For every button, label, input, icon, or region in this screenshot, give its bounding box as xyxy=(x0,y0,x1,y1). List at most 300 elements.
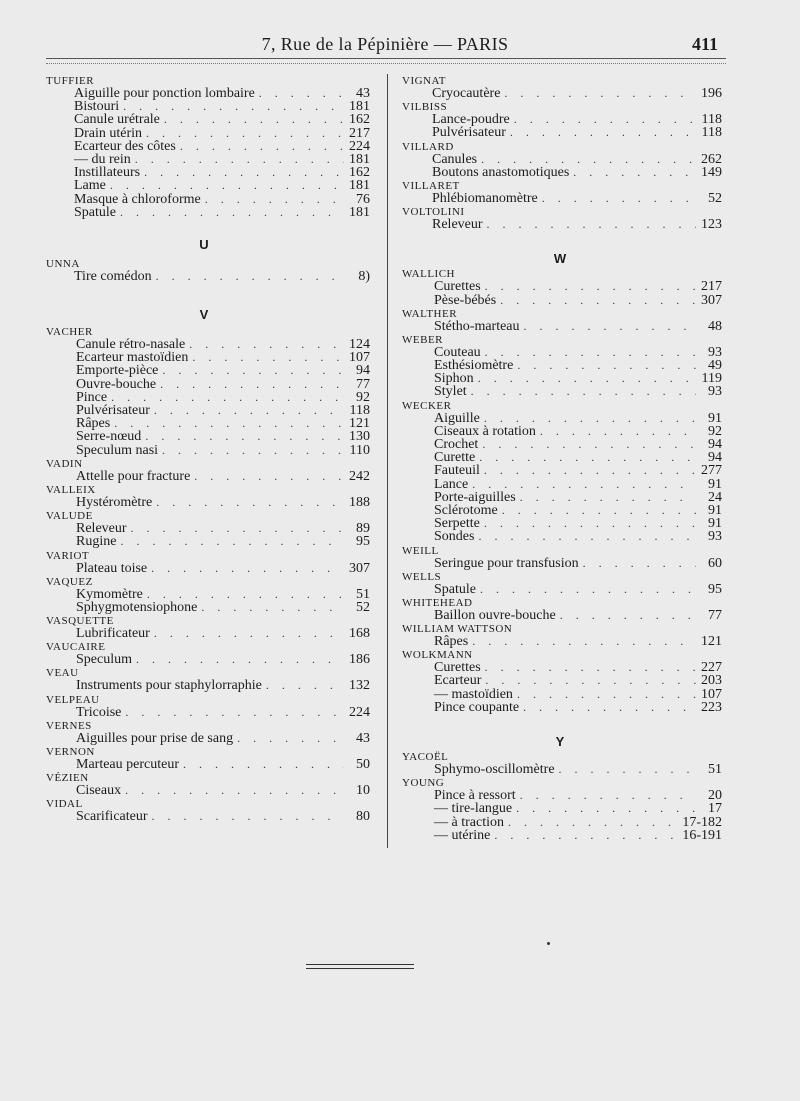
instrument-name: — tire-langue xyxy=(434,801,513,817)
page-reference: 162 xyxy=(349,112,370,128)
instrument-name: Phlébiomanomètre xyxy=(432,190,538,206)
index-entry xyxy=(402,192,722,205)
index-entry xyxy=(46,758,370,771)
dot-leader xyxy=(482,438,696,451)
maker-name: WELLS xyxy=(402,570,442,583)
header-rule xyxy=(46,58,726,64)
page-reference: 307 xyxy=(701,292,722,308)
instrument-name: Esthésiomètre xyxy=(434,358,514,374)
maker-name: WALLICH xyxy=(402,268,455,281)
dot-leader xyxy=(146,127,344,140)
entry-group xyxy=(402,571,722,596)
page-reference: 24 xyxy=(708,489,722,505)
maker-name: VOLTOLINI xyxy=(402,206,465,219)
instrument-name: Baillon ouvre-bouche xyxy=(434,607,556,623)
page-reference: 77 xyxy=(708,607,722,623)
instrument-name: — utérine xyxy=(434,827,491,843)
dot-leader xyxy=(145,430,344,443)
index-entry xyxy=(46,179,370,192)
page-reference: 50 xyxy=(356,757,370,772)
index-entry xyxy=(402,609,722,622)
instrument-name: Curettes xyxy=(434,279,481,295)
dot-leader xyxy=(144,166,344,179)
instrument-name: Stétho-marteau xyxy=(434,318,520,334)
instrument-name: Ecarteur mastoïdien xyxy=(76,350,189,366)
instrument-name: Sclérotome xyxy=(434,502,498,518)
index-entry xyxy=(402,294,722,307)
page-reference: 181 xyxy=(349,204,370,220)
entry-group xyxy=(46,258,370,283)
dot-leader xyxy=(560,609,696,622)
dot-leader xyxy=(192,351,344,364)
page-reference: 107 xyxy=(701,686,722,702)
page-reference: 224 xyxy=(349,704,370,720)
maker-name: VIDAL xyxy=(46,798,83,811)
index-entry xyxy=(46,193,370,206)
index-entry xyxy=(46,588,370,601)
footer-rule xyxy=(306,964,414,969)
dot-leader xyxy=(135,153,344,166)
page-reference: 8) xyxy=(358,268,370,284)
instrument-name: Tricoise xyxy=(76,704,122,720)
page-reference: 43 xyxy=(356,730,370,746)
page-reference: 181 xyxy=(349,178,370,194)
page-reference: 92 xyxy=(356,389,370,405)
instrument-name: Lubrificateur xyxy=(76,626,150,642)
entry-group xyxy=(46,510,370,548)
page-reference: 20 xyxy=(708,788,722,804)
instrument-name: Stylet xyxy=(434,384,467,400)
maker-name: VACHER xyxy=(46,326,93,339)
index-entry xyxy=(402,166,722,179)
dot-leader xyxy=(205,193,344,206)
entry-group xyxy=(402,597,722,622)
index-entry xyxy=(46,810,370,823)
page-reference: 132 xyxy=(349,678,370,694)
index-entry xyxy=(402,583,722,596)
entry-group xyxy=(46,615,370,640)
dot-leader xyxy=(508,816,678,829)
index-entry xyxy=(402,153,722,166)
maker-name: VAUCAIRE xyxy=(46,641,106,654)
dot-leader xyxy=(517,359,696,372)
dot-leader xyxy=(114,417,344,430)
page-reference: 17 xyxy=(708,801,722,817)
instrument-name: Couteau xyxy=(434,344,481,360)
index-entry xyxy=(402,635,722,648)
instrument-name: Seringue pour transfusion xyxy=(434,555,579,571)
index-entry xyxy=(402,385,722,398)
index-entry xyxy=(46,653,370,666)
page-reference: 223 xyxy=(701,699,722,715)
dot-leader xyxy=(502,504,696,517)
page-reference: 124 xyxy=(349,337,370,353)
entry-group xyxy=(46,667,370,692)
instrument-name: Tire comédon xyxy=(74,268,152,284)
maker-name: YACOËL xyxy=(402,751,449,763)
instrument-name: Aiguille pour ponction lombaire xyxy=(74,86,255,101)
instrument-name: Speculum nasi xyxy=(76,442,159,458)
page-reference: 92 xyxy=(708,423,722,439)
dot-leader xyxy=(487,218,696,231)
index-entry xyxy=(402,688,722,701)
page-reference: 203 xyxy=(701,673,722,689)
dot-leader xyxy=(480,583,696,596)
page-reference: 76 xyxy=(356,191,370,207)
maker-name: VALUDE xyxy=(46,510,93,523)
page-reference: 95 xyxy=(708,581,722,597)
page-reference: 307 xyxy=(349,560,370,576)
dot-leader xyxy=(583,557,696,570)
entry-group xyxy=(402,308,722,333)
index-entry xyxy=(402,218,722,231)
maker-name: WEILL xyxy=(402,544,439,557)
dot-leader xyxy=(183,758,344,771)
index-entry xyxy=(402,126,722,139)
page-reference: 181 xyxy=(349,151,370,167)
header-title: 7, Rue de la Pépinière — PARIS xyxy=(261,34,509,54)
instrument-name: Cryocautère xyxy=(432,86,501,101)
maker-name: VILLARET xyxy=(402,179,460,192)
instrument-name: Sondes xyxy=(434,529,475,545)
entry-group xyxy=(402,334,722,399)
index-entry xyxy=(46,270,370,283)
instrument-name: Pince coupante xyxy=(434,699,520,715)
page-number: 411 xyxy=(691,34,718,54)
dot-leader xyxy=(524,320,696,333)
page-reference: 217 xyxy=(349,125,370,141)
entry-group xyxy=(46,720,370,745)
page-reference: 52 xyxy=(356,599,370,615)
dot-leader xyxy=(479,451,696,464)
instrument-name: Bistouri xyxy=(74,99,120,115)
instrument-name: Canules xyxy=(432,151,478,167)
dot-leader xyxy=(520,789,696,802)
dot-leader xyxy=(478,530,696,543)
index-entry xyxy=(402,464,722,477)
index-entry xyxy=(46,430,370,443)
index-entry xyxy=(402,491,722,504)
maker-name: YOUNG xyxy=(402,777,445,790)
maker-name: VEAU xyxy=(46,667,79,680)
dot-leader xyxy=(517,688,696,701)
entry-group xyxy=(402,75,722,100)
page-reference: 43 xyxy=(356,86,370,101)
maker-name: VILBISS xyxy=(402,101,448,114)
dot-leader xyxy=(494,829,678,842)
page-reference: 277 xyxy=(701,463,722,479)
right-column xyxy=(402,74,722,842)
section-letter: U xyxy=(199,236,209,252)
dot-leader xyxy=(154,627,344,640)
page-reference: 80 xyxy=(356,809,370,825)
instrument-name: — du rein xyxy=(74,151,131,167)
index-entry xyxy=(46,706,370,719)
page-reference: 110 xyxy=(349,442,370,458)
instrument-name: Instruments pour staphylorraphie xyxy=(76,678,262,694)
maker-name: VÉZIEN xyxy=(46,772,89,785)
instrument-name: Kymomètre xyxy=(76,586,143,602)
instrument-name: Lame xyxy=(74,178,106,194)
page-reference: 107 xyxy=(349,350,370,366)
dot-leader xyxy=(136,653,344,666)
maker-name: TUFFIER xyxy=(46,75,95,87)
instrument-name: Râpes xyxy=(434,634,469,650)
page-reference: 262 xyxy=(701,151,722,167)
page-reference: 188 xyxy=(349,494,370,510)
index-entry xyxy=(402,412,722,425)
page-reference: 16-191 xyxy=(682,827,722,843)
instrument-name: — mastoïdien xyxy=(434,686,513,702)
entry-group xyxy=(402,268,722,306)
instrument-name: Hystéromètre xyxy=(76,494,153,510)
entry-group xyxy=(402,180,722,205)
instrument-name: Siphon xyxy=(434,371,474,387)
entry-group xyxy=(402,545,722,570)
page-reference: 91 xyxy=(708,476,722,492)
maker-name: VERNES xyxy=(46,719,92,732)
page-reference: 93 xyxy=(708,529,722,545)
instrument-name: Fauteuil xyxy=(434,463,480,479)
page-reference: 94 xyxy=(356,363,370,379)
page-reference: 17-182 xyxy=(682,814,722,830)
dot-leader xyxy=(201,601,344,614)
instrument-name: Lance xyxy=(434,476,469,492)
dot-leader xyxy=(514,113,696,126)
page-reference: 49 xyxy=(708,358,722,374)
entry-group xyxy=(46,798,370,823)
instrument-name: Ciseaux xyxy=(76,783,122,799)
page-reference: 119 xyxy=(701,371,722,387)
instrument-name: Curette xyxy=(434,450,476,466)
page-reference: 196 xyxy=(701,86,722,101)
index-entry xyxy=(402,87,722,100)
entry-group xyxy=(402,101,722,139)
page-reference: 217 xyxy=(701,279,722,295)
entry-group xyxy=(46,484,370,509)
page-reference: 118 xyxy=(701,112,722,128)
dot-leader xyxy=(472,635,696,648)
dot-leader xyxy=(194,470,344,483)
instrument-name: Marteau percuteur xyxy=(76,757,179,772)
entry-group xyxy=(402,777,722,842)
page-reference: 91 xyxy=(708,410,722,426)
dot-leader xyxy=(516,802,696,815)
instrument-name: Crochet xyxy=(434,437,479,452)
dot-leader xyxy=(573,166,696,179)
instrument-name: Râpes xyxy=(76,416,111,432)
entry-group xyxy=(402,751,722,776)
entry-group xyxy=(46,694,370,719)
entry-group xyxy=(402,141,722,179)
dot-leader xyxy=(259,87,344,100)
dot-leader xyxy=(540,425,696,438)
page-reference: 95 xyxy=(356,534,370,550)
dot-leader xyxy=(484,517,696,530)
dot-leader xyxy=(125,706,344,719)
page-reference: 186 xyxy=(349,652,370,668)
maker-name: WILLIAM WATTSON xyxy=(402,623,513,636)
index-entry xyxy=(46,127,370,140)
dot-leader xyxy=(164,113,344,126)
dot-leader xyxy=(485,280,696,293)
dot-leader xyxy=(520,491,696,504)
index-entry xyxy=(402,829,722,842)
dot-leader xyxy=(152,810,344,823)
dot-leader xyxy=(110,179,344,192)
page-reference: 118 xyxy=(349,403,370,418)
instrument-name: Scarificateur xyxy=(76,809,148,825)
dot-leader xyxy=(154,404,344,417)
dot-leader xyxy=(471,385,696,398)
index-entry xyxy=(402,763,722,776)
page-reference: 181 xyxy=(349,99,370,115)
index-entry xyxy=(46,378,370,391)
dot-leader xyxy=(504,87,696,100)
index-entry xyxy=(46,562,370,575)
page-reference: 123 xyxy=(701,217,722,233)
entry-group xyxy=(46,75,370,219)
instrument-name: Masque à chloroforme xyxy=(74,191,201,207)
index-entry xyxy=(402,478,722,491)
page-reference: 118 xyxy=(701,125,722,141)
page-reference: 93 xyxy=(708,344,722,360)
instrument-name: Lance-poudre xyxy=(432,112,510,128)
dot-leader xyxy=(559,763,696,776)
maker-name: WHITEHEAD xyxy=(402,596,473,609)
entry-group xyxy=(46,772,370,797)
page-reference: 89 xyxy=(356,521,370,537)
maker-name: VADIN xyxy=(46,457,83,470)
instrument-name: Ecarteur des côtes xyxy=(74,138,176,154)
dot-leader xyxy=(266,679,344,692)
entry-group xyxy=(46,746,370,771)
page-reference: 51 xyxy=(708,762,722,777)
page-reference: 121 xyxy=(701,634,722,650)
instrument-name: Speculum xyxy=(76,652,132,668)
index-entry xyxy=(46,470,370,483)
entry-group xyxy=(402,649,722,714)
dot-leader xyxy=(151,562,344,575)
index-entry xyxy=(46,140,370,153)
instrument-name: Curettes xyxy=(434,660,481,676)
entry-group xyxy=(402,400,722,544)
dot-leader xyxy=(189,338,344,351)
entry-group xyxy=(46,326,370,457)
page-reference: 91 xyxy=(708,502,722,518)
section-letter: W xyxy=(553,251,567,267)
instrument-name: Sphymo-oscillomètre xyxy=(434,762,555,777)
entry-group xyxy=(402,206,722,231)
dot-leader xyxy=(485,674,696,687)
instrument-name: Spatule xyxy=(74,204,116,220)
column-divider xyxy=(387,74,388,848)
instrument-name: Pulvérisateur xyxy=(76,403,150,418)
instrument-name: Emporte-pièce xyxy=(76,363,159,379)
page-reference: 168 xyxy=(349,626,370,642)
dot-leader xyxy=(481,153,696,166)
section-letter: Y xyxy=(555,734,565,749)
index-entry xyxy=(46,679,370,692)
page-reference: 149 xyxy=(701,164,722,180)
maker-name: WALTHER xyxy=(402,307,458,320)
entry-group xyxy=(46,458,370,483)
maker-name: VALLEIX xyxy=(46,483,96,496)
page-reference: 60 xyxy=(708,555,722,571)
maker-name: VIGNAT xyxy=(402,75,446,87)
index-entry xyxy=(402,816,722,829)
dot-leader xyxy=(500,294,696,307)
dot-leader xyxy=(484,464,696,477)
instrument-name: Releveur xyxy=(76,521,127,537)
index-entry xyxy=(402,557,722,570)
dot-leader xyxy=(478,372,696,385)
entry-group xyxy=(402,623,722,648)
index-entry xyxy=(402,530,722,543)
index-entry xyxy=(46,496,370,509)
instrument-name: Aiguilles pour prise de sang xyxy=(76,730,234,746)
page-reference: 51 xyxy=(356,586,370,602)
index-entry xyxy=(46,535,370,548)
page-reference: 48 xyxy=(708,318,722,334)
index-entry xyxy=(46,113,370,126)
dot-leader xyxy=(542,192,696,205)
dot-leader xyxy=(125,784,344,797)
instrument-name: Attelle pour fracture xyxy=(76,468,191,484)
maker-name: VILLARD xyxy=(402,140,454,153)
dot-leader xyxy=(147,588,344,601)
dot-leader xyxy=(472,478,696,491)
index-entry xyxy=(46,364,370,377)
dot-leader xyxy=(485,346,696,359)
index-entry xyxy=(46,206,370,219)
instrument-name: Serre-nœud xyxy=(76,429,142,445)
maker-name: WEBER xyxy=(402,333,443,346)
maker-name: VAQUEZ xyxy=(46,575,93,588)
dot-leader xyxy=(162,364,344,377)
instrument-name: Pince à ressort xyxy=(434,788,516,804)
instrument-name: Porte-aiguilles xyxy=(434,489,516,505)
maker-name: UNNA xyxy=(46,257,80,270)
page-reference: 224 xyxy=(349,138,370,154)
maker-name: VERNON xyxy=(46,746,95,758)
left-column xyxy=(46,74,370,824)
instrument-name: Releveur xyxy=(432,217,483,233)
dot-leader xyxy=(156,270,344,283)
instrument-name: Pince xyxy=(76,389,108,405)
index-entry xyxy=(402,280,722,293)
dot-leader xyxy=(523,701,696,714)
dot-leader xyxy=(156,496,344,509)
page-reference: 94 xyxy=(708,450,722,466)
index-entry xyxy=(46,444,370,457)
dot-leader xyxy=(510,126,696,139)
index-entry xyxy=(402,320,722,333)
instrument-name: Pèse-bébés xyxy=(434,292,497,308)
entry-group xyxy=(46,576,370,614)
index-entry xyxy=(402,674,722,687)
index-entry xyxy=(46,784,370,797)
index-entry xyxy=(402,802,722,815)
page-reference: 162 xyxy=(349,165,370,181)
instrument-name: Drain utérin xyxy=(74,125,143,141)
dot-leader xyxy=(485,661,696,674)
instrument-name: Ouvre-bouche xyxy=(76,376,157,392)
page-reference: 52 xyxy=(708,190,722,206)
index-entry xyxy=(402,701,722,714)
page-reference: 91 xyxy=(708,516,722,532)
instrument-name: Serpette xyxy=(434,516,480,532)
